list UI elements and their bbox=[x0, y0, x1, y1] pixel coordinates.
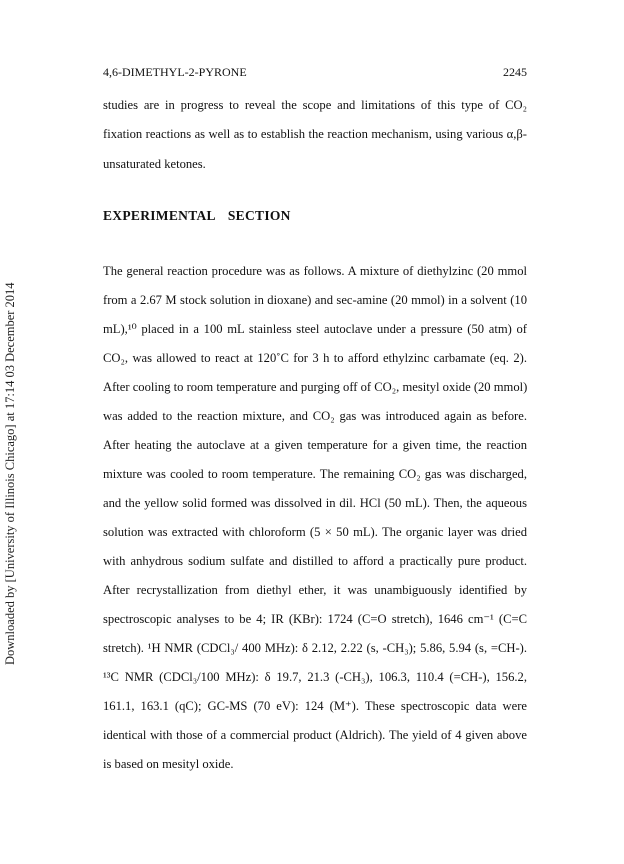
paragraph-line: The general reaction procedure was as follows. A mixture of diethylzinc (20 mmol bbox=[103, 264, 527, 278]
paragraph-line: stretch). ¹H NMR (CDCl₃/ 400 MHz): δ 2.12, 2.22 (s, -CH₃); 5.86, 5.94 (s, =CH-). bbox=[103, 641, 527, 655]
paragraph-line: with anhydrous sodium sulfate and distilled to afford a practically pure product. bbox=[103, 554, 527, 568]
intro-line: unsaturated ketones. bbox=[103, 157, 206, 171]
paragraph-line: ¹³C NMR (CDCl₃/100 MHz): δ 19.7, 21.3 (-CH₃), 106.3, 110.4 (=CH-), 156.2, bbox=[103, 670, 527, 684]
paragraph-line: identical with those of a commercial product (Aldrich). The yield of 4 given above bbox=[103, 728, 527, 742]
paragraph-line: After recrystallization from diethyl ether, it was unambiguously identified by bbox=[103, 583, 527, 597]
running-header bbox=[103, 64, 527, 80]
paragraph-line: mL),¹⁰ placed in a 100 mL stainless steel autoclave under a pressure (50 atm) of bbox=[103, 322, 527, 336]
paragraph-line: was added to the reaction mixture, and CO₂ gas was introduced again as before. bbox=[103, 409, 527, 423]
running-title: 4,6-DIMETHYL-2-PYRONE bbox=[103, 65, 247, 79]
paragraph-line: solution was extracted with chloroform (5 × 50 mL). The organic layer was dried bbox=[103, 525, 527, 539]
page-number: 2245 bbox=[503, 65, 527, 79]
intro-line: fixation reactions as well as to establish the reaction mechanism, using various α,β- bbox=[103, 127, 527, 141]
section-heading bbox=[103, 207, 527, 225]
paragraph-line: and the yellow solid formed was dissolved in dil. HCl (50 mL). Then, the aqueous bbox=[103, 496, 527, 510]
paragraph-line: from a 2.67 M stock solution in dioxane) and sec-amine (20 mmol) in a solvent (10 bbox=[103, 293, 527, 307]
paragraph-line: is based on mesityl oxide. bbox=[103, 757, 234, 771]
download-watermark: Downloaded by [University of Illinois Chicago] at 17:14 03 December 2014 bbox=[3, 282, 17, 665]
paragraph-line: spectroscopic analyses to be 4; IR (KBr): 1724 (C=O stretch), 1646 cm⁻¹ (C=C bbox=[103, 612, 527, 626]
paragraph-line: After heating the autoclave at a given temperature for a given time, the reaction bbox=[103, 438, 527, 452]
paragraph-line: After cooling to room temperature and purging off of CO₂, mesityl oxide (20 mmol) bbox=[103, 380, 528, 394]
intro-line: studies are in progress to reveal the scope and limitations of this type of CO₂ bbox=[103, 98, 527, 112]
paragraph-line: mixture was cooled to room temperature. The remaining CO₂ gas was discharged, bbox=[103, 467, 527, 481]
section-heading-word: EXPERIMENTAL bbox=[103, 208, 216, 223]
paragraph-line: CO₂, was allowed to react at 120˚C for 3 h to afford ethylzinc carbamate (eq. 2). bbox=[103, 351, 527, 365]
paragraph-line: 161.1, 163.1 (qC); GC-MS (70 eV): 124 (M⁺). These spectroscopic data were bbox=[103, 699, 527, 713]
section-heading-word: SECTION bbox=[227, 208, 291, 223]
